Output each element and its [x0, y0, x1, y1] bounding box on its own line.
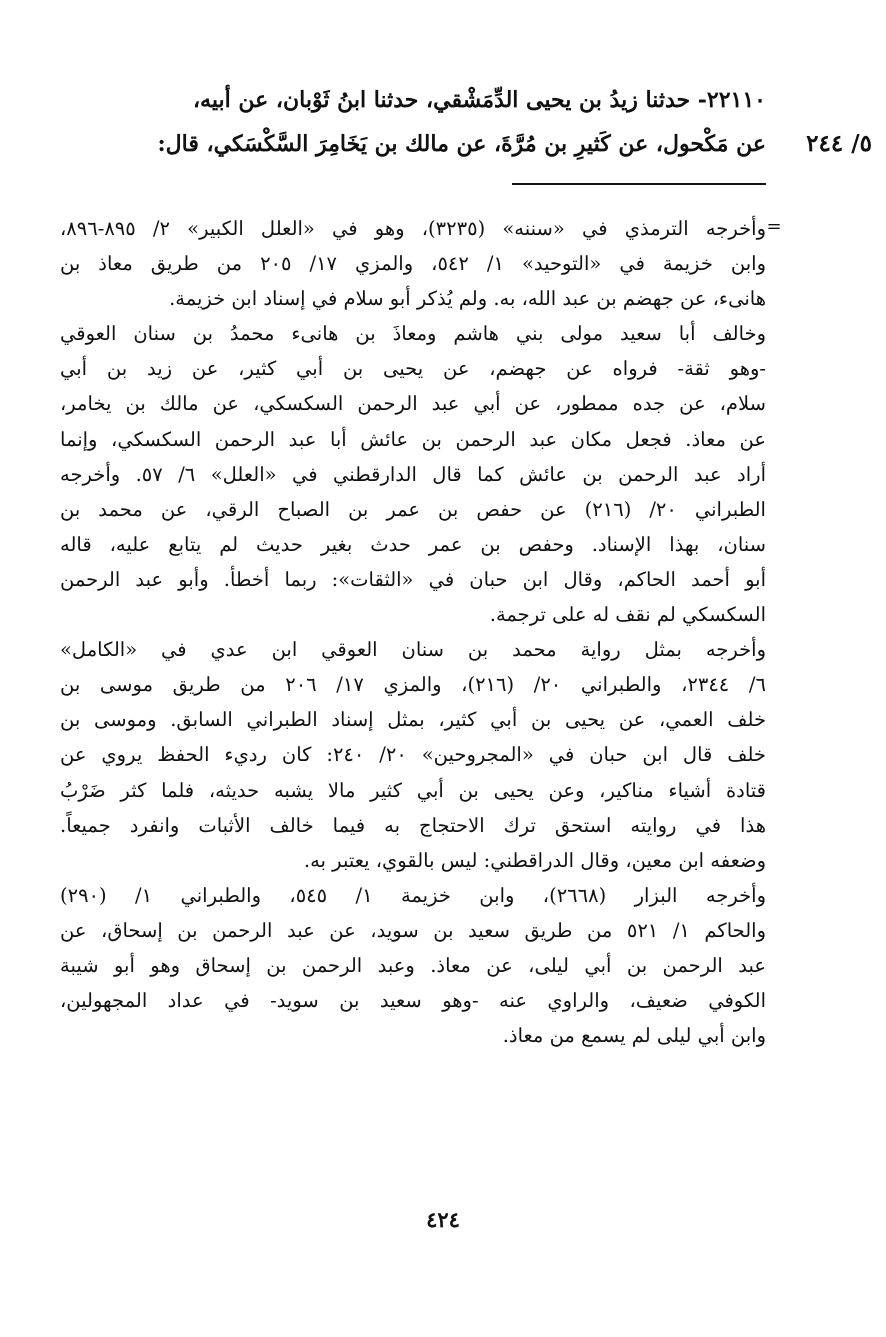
hadith-text	[60, 78, 766, 166]
footnote-line: -وهو ثقة- فرواه عن جهضم، عن يحيى بن أبي كثير، عن زيد بن أبي	[60, 357, 766, 381]
footnote-line: سلام، عن جده ممطور، عن أبي عبد الرحمن السكسكي، عن مالك بن يخامر،	[60, 392, 766, 416]
footnote-line: وأخرجه الترمذي في «سننه» (٣٢٣٥)، وهو في «العلل الكبير» ٢/ ٨٩٥-٨٩٦،	[60, 217, 766, 240]
footnote-line: ٦/ ٢٣٤٤، والطبراني ٢٠/ (٢١٦)، والمزي ١٧/ ٢٠٦ من طريق موسى بن	[60, 673, 766, 697]
footnote-line: هانىء، عن جهضم بن عبد الله، به. ولم يُذكر أبو سلام في إسناد ابن خزيمة.	[169, 287, 766, 311]
footnotes	[60, 211, 766, 1053]
footnote-line: أبو أحمد الحاكم، وقال ابن حبان في «الثقات»: ربما أخطأ. وأبو عبد الرحمن	[60, 567, 766, 591]
page-number: ٤٢٤	[426, 1207, 460, 1232]
footnote-line: وأخرجه البزار (٢٦٦٨)، وابن خزيمة ١/ ٥٤٥، والطبراني ١/ (٢٩٠)	[60, 883, 766, 907]
footnote-line: والحاكم ١/ ٥٢١ من طريق سعيد بن سويد، عن عبد الرحمن بن إسحاق، عن	[60, 918, 766, 942]
footnote-line: هذا في روايته استحق ترك الاحتجاج به فيما خالف الأثبات وانفرد جميعاً.	[60, 813, 766, 837]
footnote-line: خلف قال ابن حبان في «المجروحين» ٢٠/ ٢٤٠: كان رديء الحفظ يروي عن	[60, 743, 766, 767]
footnote-separator	[512, 183, 766, 185]
footnote-line: وأخرجه بمثل رواية محمد بن سنان العوقي ابن عدي في «الكامل»	[60, 638, 766, 662]
hadith-line-1: ٢٢١١٠- حدثنا زيدُ بن يحيى الدِّمَشْقي، حدثنا ابنُ ثَوْبان، عن أبيه،	[192, 87, 766, 113]
volume-page-reference: ٥/ ٢٤٤	[806, 130, 872, 157]
footnote-line: الطبراني ٢٠/ (٢١٦) عن حفص بن عمر بن الصباح الرقي، عن محمد بن	[60, 497, 766, 521]
footnote-line: وخالف أبا سعيد مولى بني هاشم ومعاذَ بن هانىء محمدُ بن سنان العوقي	[60, 322, 766, 346]
footnote-line: خلف العمي، عن يحيى بن أبي كثير، بمثل إسناد الطبراني السابق. وموسى بن	[60, 708, 766, 732]
footnote-line: وابن خزيمة في «التوحيد» ١/ ٥٤٢، والمزي ١٧/ ٢٠٥ من طريق معاذ بن	[60, 252, 766, 276]
footnote-line: قتادة أشياء مناكير، وعن يحيى بن أبي كثير مالا يشبه حديثه، فلما كثر ضَرْبُ	[60, 778, 766, 802]
footnote-line: وضعفه ابن معين، وقال الدراقطني: ليس بالقوي، يعتبر به.	[303, 848, 766, 872]
footnote-line: السكسكي لم نقف له على ترجمة.	[489, 603, 766, 627]
footnote-line: عن معاذ. فجعل مكان عبد الرحمن بن عائش أبا عبد الرحمن السكسكي، وإنما	[60, 427, 766, 451]
footnote-line: سنان، بهذا الإسناد. وحفص بن عمر حدث بغير حديث لم يتابع عليه، قاله	[60, 532, 766, 556]
footnote-line: وابن أبي ليلى لم يسمع من معاذ.	[502, 1024, 766, 1048]
footnote-line: الكوفي ضعيف، والراوي عنه -وهو سعيد بن سويد- في عداد المجهولين،	[60, 989, 766, 1013]
hadith-line-2: عن مَكْحول، عن كَثيرِ بن مُرَّةَ، عن مالك بن يَخَامِرَ السَّكْسَكي، قال:	[157, 131, 766, 157]
footnote-continuation-marker: =	[766, 216, 782, 237]
footnote-line: عبد الرحمن بن أبي ليلى، عن معاذ. وعبد الرحمن بن إسحاق وهو أبو شيبة	[60, 953, 766, 977]
footnote-line: أراد عبد الرحمن بن عائش كما قال الدارقطني في «العلل» ٦/ ٥٧. وأخرجه	[60, 462, 766, 486]
